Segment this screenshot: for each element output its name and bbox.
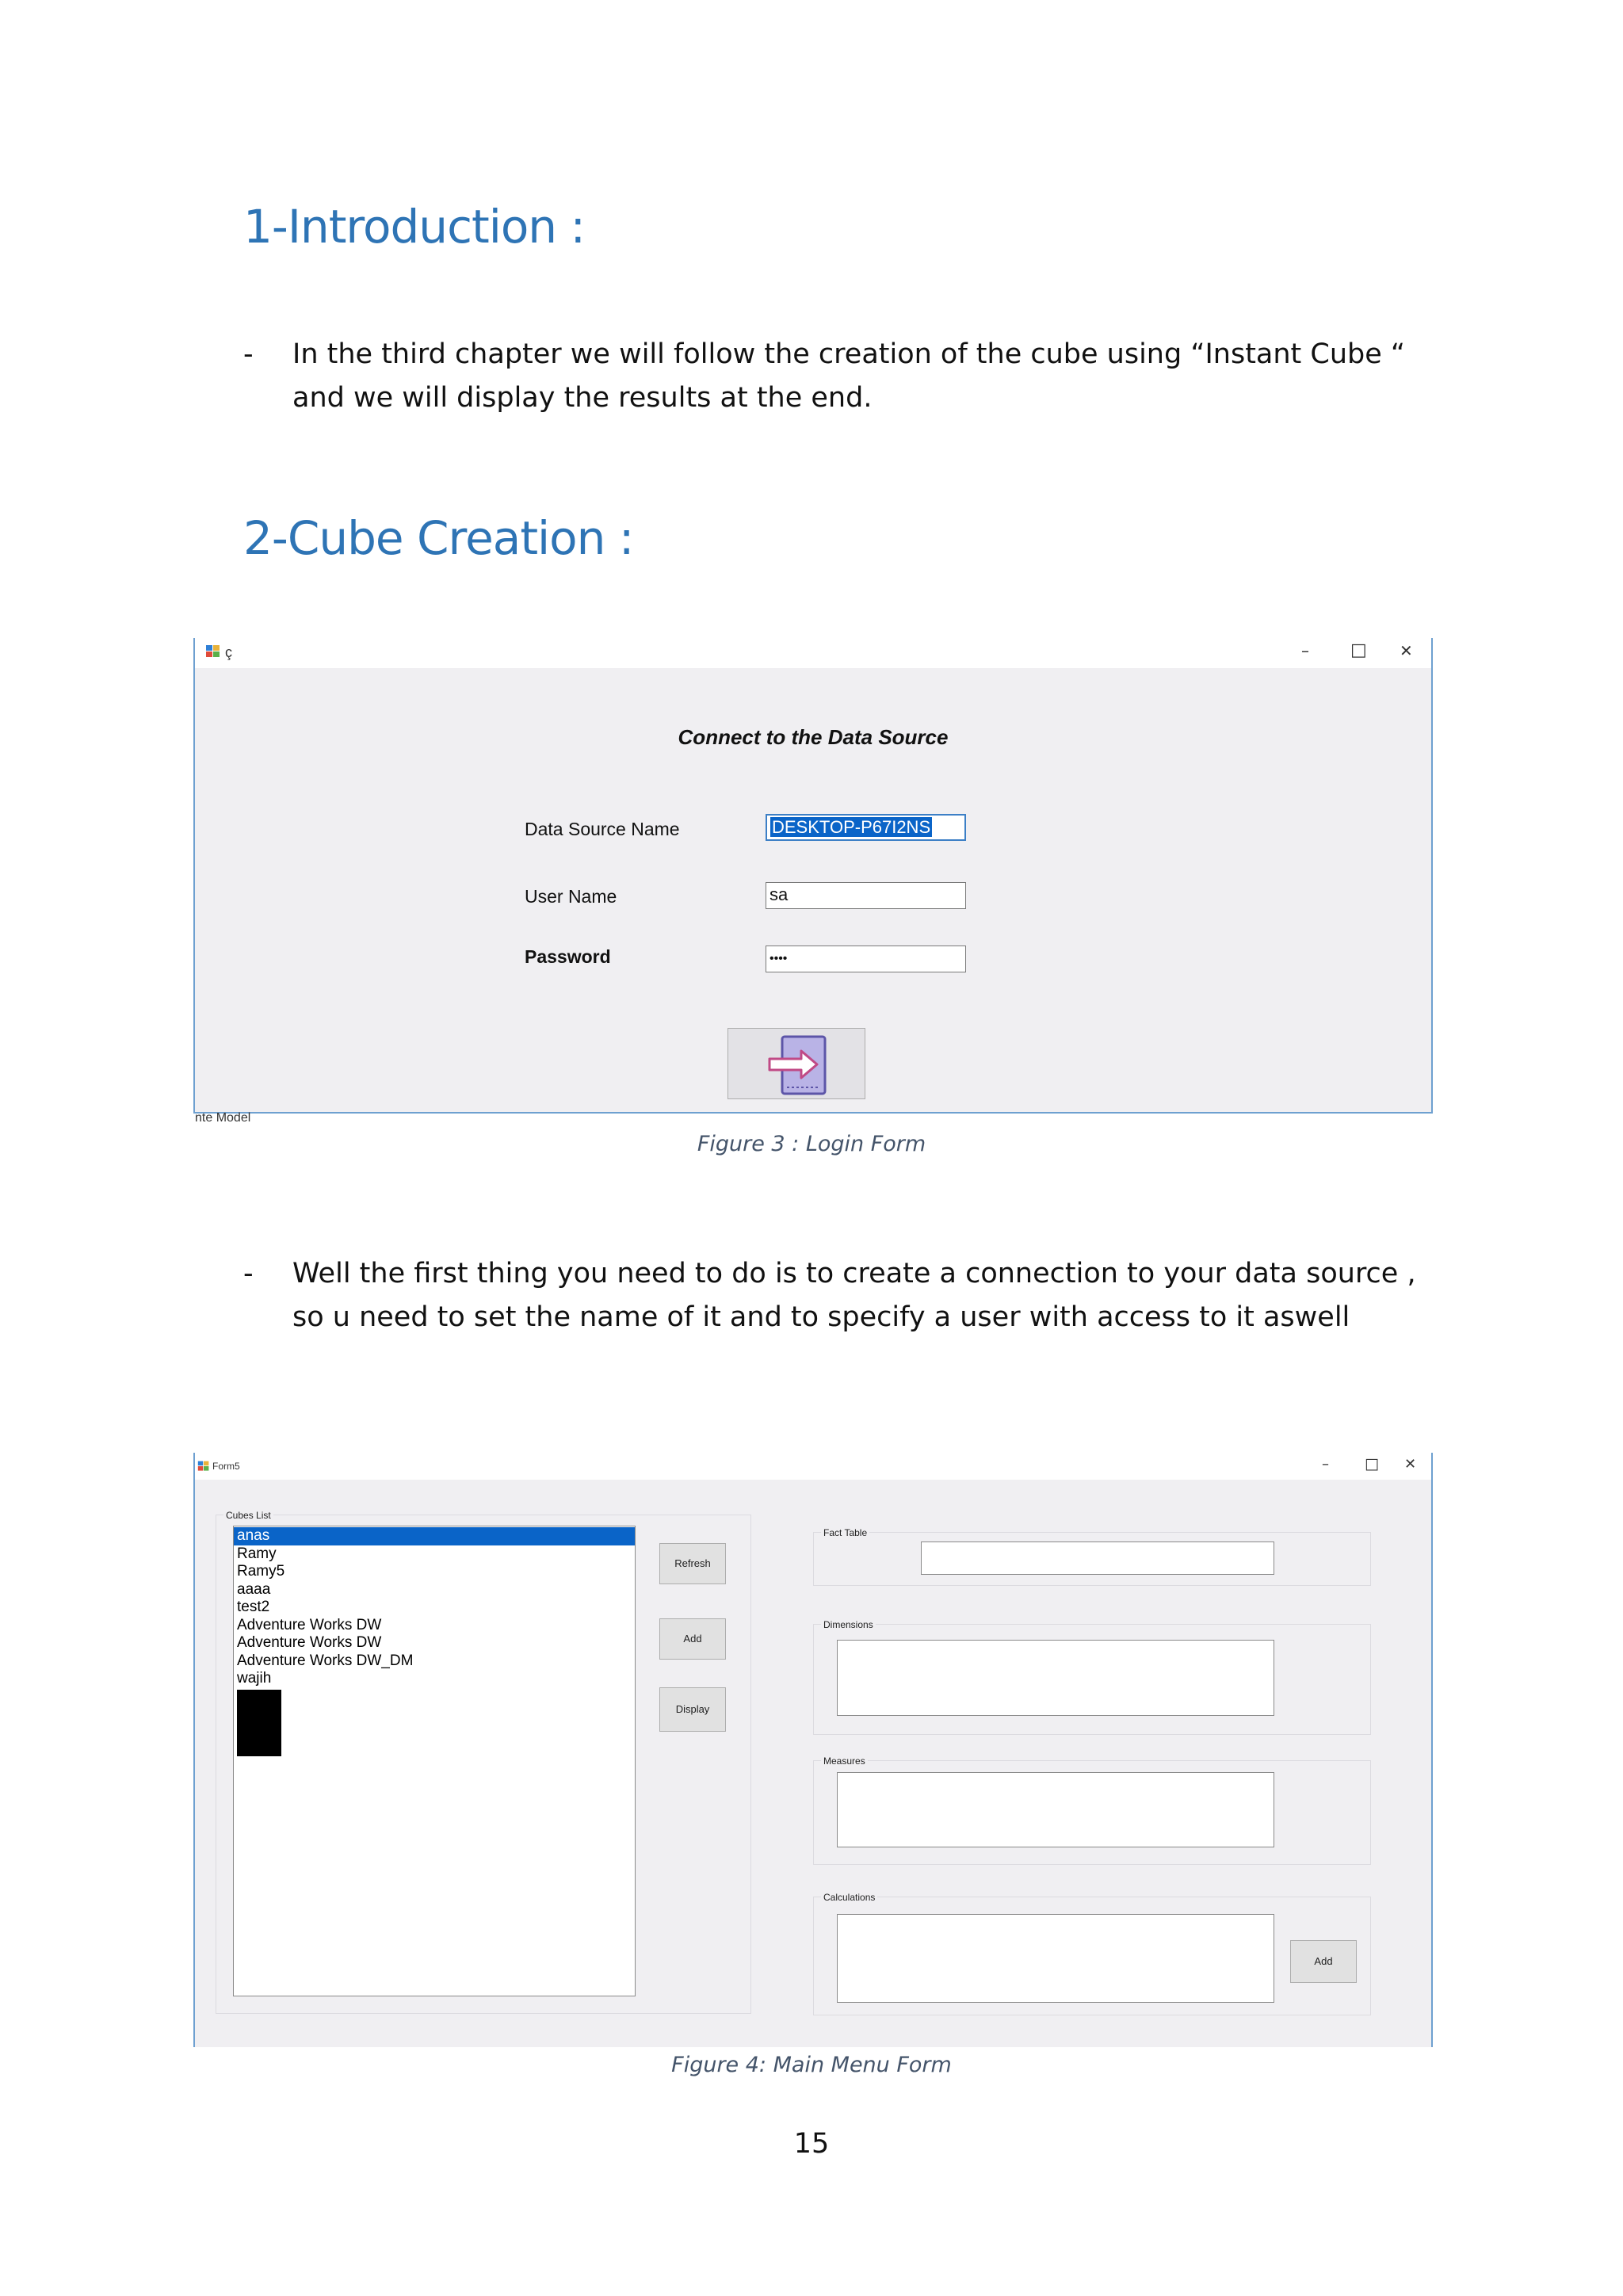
measures-textbox[interactable]	[837, 1772, 1274, 1847]
login-arrow-icon	[728, 1029, 866, 1100]
app-icon	[198, 1461, 209, 1472]
connection-text: Well the first thing you need to do is to create a connection to your data source , so u need to set the name of it and to specify a user with access to it aswell	[292, 1258, 1416, 1333]
figure-3-caption: Figure 3 : Login Form	[697, 1132, 926, 1156]
maximize-button[interactable]: □	[1365, 1455, 1379, 1473]
list-item[interactable]: test2	[237, 1599, 270, 1615]
cubes-listbox[interactable]	[233, 1526, 636, 1996]
refresh-button[interactable]: Refresh	[659, 1543, 726, 1584]
bullet-dash: -	[243, 338, 254, 370]
fact-table-input[interactable]	[921, 1541, 1274, 1575]
display-button[interactable]: Display	[659, 1687, 726, 1732]
user-name-input[interactable]: sa	[766, 882, 966, 909]
page-number: 15	[793, 2128, 830, 2160]
list-item[interactable]: Ramy5	[237, 1563, 285, 1580]
minimize-button[interactable]: –	[1322, 1456, 1329, 1473]
close-button[interactable]: ✕	[1404, 1456, 1417, 1473]
close-button[interactable]: ✕	[1400, 641, 1413, 660]
intro-heading: 1-Introduction :	[243, 200, 586, 254]
add-calculation-button[interactable]: Add	[1290, 1940, 1357, 1983]
password-input[interactable]: ••••	[766, 946, 966, 972]
redacted-block	[237, 1690, 281, 1756]
app-icon	[206, 645, 220, 658]
cube-creation-heading: 2-Cube Creation :	[243, 511, 634, 565]
bullet-dash: -	[243, 1258, 254, 1289]
list-item[interactable]: Adventure Works DW	[237, 1634, 382, 1651]
list-item[interactable]: anas	[234, 1527, 635, 1545]
list-item[interactable]: wajih	[237, 1670, 272, 1687]
list-item[interactable]: Adventure Works DW_DM	[237, 1652, 414, 1669]
minimize-button[interactable]: –	[1301, 641, 1309, 660]
list-item[interactable]: Ramy	[237, 1545, 277, 1562]
calculations-textbox[interactable]	[837, 1914, 1274, 2003]
list-item[interactable]: Adventure Works DW	[237, 1616, 382, 1633]
figure-4-caption: Figure 4: Main Menu Form	[671, 2053, 952, 2077]
measures-label: Measures	[821, 1755, 868, 1767]
calculations-label: Calculations	[821, 1892, 877, 1903]
user-name-label: User Name	[525, 886, 617, 907]
main-menu-window	[193, 1453, 1433, 2047]
intro-text: In the third chapter we will follow the creation of the cube using “Instant Cube “ and we will display the results at the end.	[292, 338, 1406, 414]
window-title: Form5	[212, 1461, 240, 1472]
add-cube-button[interactable]: Add	[659, 1618, 726, 1660]
dimensions-textbox[interactable]	[837, 1640, 1274, 1716]
password-label: Password	[525, 946, 611, 967]
main-titlebar	[195, 1453, 1431, 1480]
data-source-label: Data Source Name	[525, 819, 680, 839]
window-title: ç	[225, 644, 232, 660]
fact-table-label: Fact Table	[821, 1527, 869, 1538]
login-titlebar	[195, 638, 1431, 668]
login-button[interactable]	[727, 1028, 865, 1099]
data-source-input[interactable]	[766, 814, 966, 841]
data-source-value: DESKTOP-P67I2NS	[772, 817, 931, 837]
clipped-text: nte Model	[195, 1111, 251, 1125]
login-form-window	[193, 638, 1433, 1125]
maximize-button[interactable]: □	[1350, 640, 1367, 660]
login-form-title: Connect to the Data Source	[678, 725, 949, 749]
cubes-list-label: Cubes List	[223, 1510, 273, 1521]
dimensions-label: Dimensions	[821, 1619, 876, 1630]
list-item[interactable]: aaaa	[237, 1580, 271, 1598]
